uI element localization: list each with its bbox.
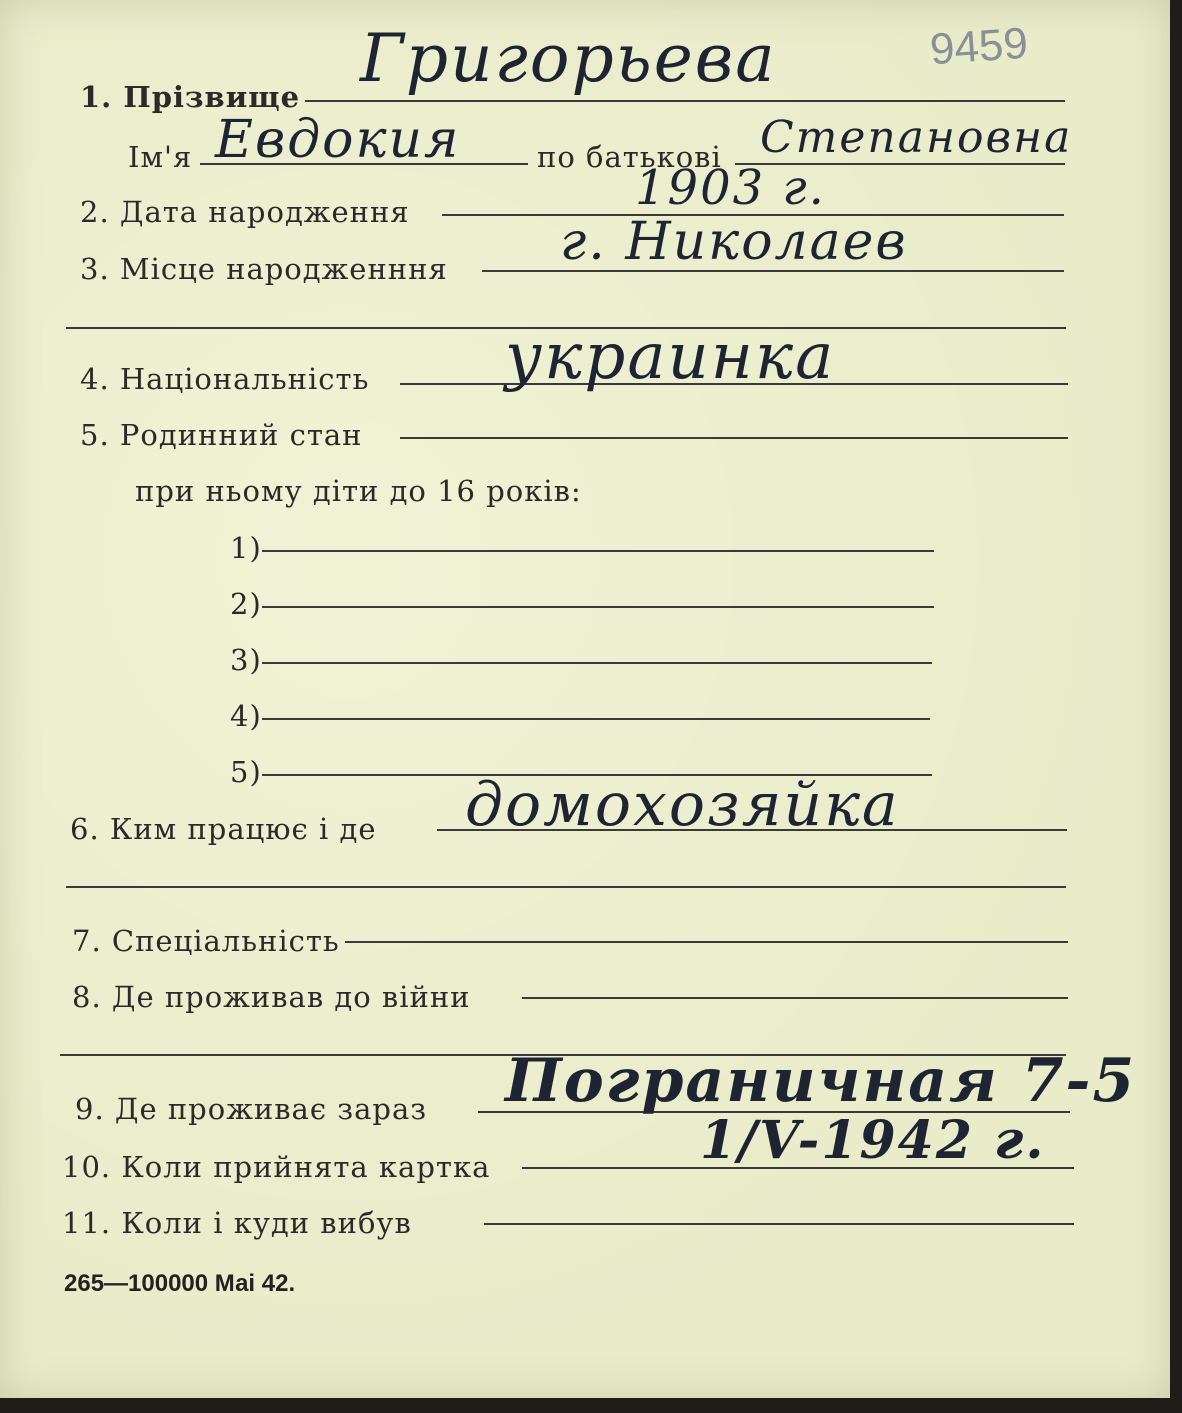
departed-line (484, 1223, 1074, 1225)
children-label: при ньому діти до 16 років: (135, 474, 582, 508)
patronymic-label: по батькові (537, 140, 722, 174)
accepted-date-value: 1/V-1942 г. (700, 1110, 1046, 1171)
child-1-label: 1) (230, 531, 262, 565)
child-2-label: 2) (230, 587, 262, 621)
name-value: Евдокия (215, 110, 461, 170)
name-label: Ім'я (128, 140, 193, 174)
child-1-line (262, 550, 934, 552)
child-3-label: 3) (230, 643, 262, 677)
specialty-label: 7. Спеціальність (72, 924, 340, 958)
specialty-line (345, 941, 1068, 943)
patronymic-value: Степановна (760, 112, 1073, 163)
current-address-value: Пограничная 7-5 (505, 1046, 1137, 1116)
departed-label: 11. Коли і куди вибув (62, 1206, 412, 1240)
marital-label: 5. Родинний стан (80, 418, 363, 452)
birthdate-label: 2. Дата народження (80, 195, 410, 229)
child-2-line (262, 606, 934, 608)
work-label: 6. Ким працює і де (70, 812, 377, 846)
surname-line (305, 100, 1065, 102)
child-4-label: 4) (230, 699, 262, 733)
work-value: домохозяйка (465, 770, 900, 840)
marital-line (400, 437, 1068, 439)
prewar-line (522, 997, 1068, 999)
work-line-2 (66, 886, 1066, 888)
birthplace-label: 3. Місце народженння (80, 252, 448, 286)
birthplace-value: г. Николаев (560, 212, 908, 272)
card-number: 9459 (928, 18, 1030, 75)
current-label: 9. Де проживає зараз (75, 1092, 428, 1126)
nationality-label: 4. Національність (80, 362, 370, 396)
nationality-value: украинка (505, 320, 836, 394)
accepted-label: 10. Коли прийнята картка (62, 1150, 491, 1184)
birthdate-value: 1903 г. (635, 160, 826, 216)
print-reference: 265—100000 Маі 42. (64, 1270, 296, 1297)
surname-value: Григорьева (360, 20, 777, 97)
child-4-line (262, 718, 930, 720)
child-3-line (262, 662, 932, 664)
child-5-label: 5) (230, 755, 262, 789)
surname-label: 1. Прізвище (80, 80, 301, 114)
prewar-label: 8. Де проживав до війни (72, 980, 471, 1014)
